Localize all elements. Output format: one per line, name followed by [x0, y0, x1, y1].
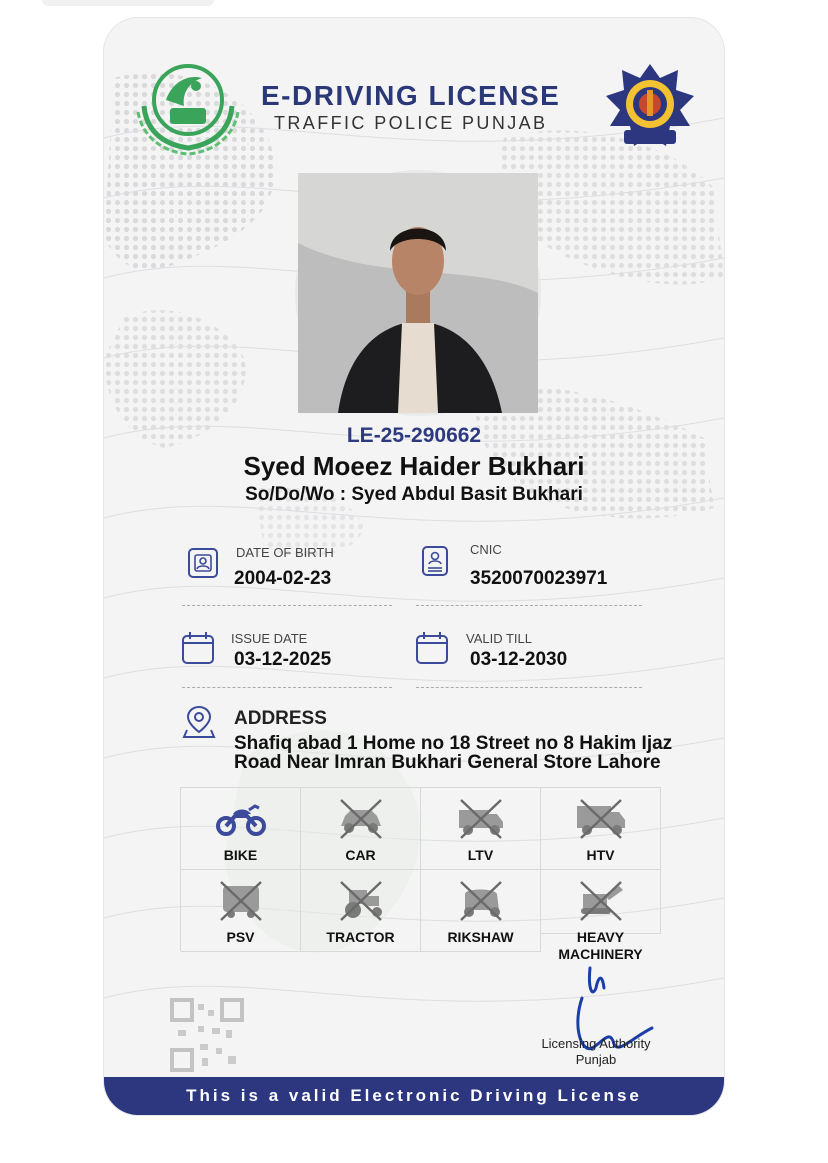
divider — [182, 605, 392, 606]
license-number: LE-25-290662 — [346, 424, 482, 447]
rickshaw-icon — [455, 880, 507, 922]
vehicle-cell-ltv — [421, 788, 541, 870]
valid-till-label: VALID TILL — [466, 631, 532, 646]
vehicle-label: HEAVY MACHINERY — [558, 929, 643, 962]
holder-photo — [295, 170, 541, 416]
vehicle-cell-heavy-machinery — [541, 870, 661, 962]
relation-line: So/Do/Wo : Syed Abdul Basit Bukhari — [245, 484, 583, 505]
vehicle-category-grid — [180, 787, 661, 962]
machinery-icon — [575, 880, 627, 922]
vehicle-label: CAR — [345, 847, 376, 863]
cnic-card-icon — [418, 544, 452, 578]
vehicle-label: RIKSHAW — [447, 929, 514, 945]
car-icon — [335, 798, 387, 840]
location-pin-icon — [182, 704, 216, 740]
qr-code — [172, 1000, 242, 1070]
vehicle-label: HTV — [586, 847, 615, 863]
license-card — [104, 18, 724, 1115]
portrait-image — [298, 173, 538, 413]
license-subtitle: TRAFFIC POLICE PUNJAB — [274, 113, 548, 133]
vehicle-label: TRACTOR — [326, 929, 395, 945]
valid-till-value: 03-12-2030 — [470, 649, 568, 670]
vehicle-cell-tractor — [301, 870, 421, 952]
dob-value: 2004-02-23 — [234, 568, 332, 589]
divider — [416, 687, 642, 688]
punjab-emblem-icon — [132, 60, 244, 156]
bus-icon — [215, 880, 267, 922]
motorcycle-icon — [215, 798, 267, 840]
issue-date-label: ISSUE DATE — [231, 631, 308, 646]
cnic-label: CNIC — [470, 542, 502, 557]
browser-tab-edge — [42, 0, 214, 6]
vehicle-cell-htv — [541, 788, 661, 870]
divider — [416, 605, 642, 606]
truck-icon — [575, 798, 627, 840]
card-header — [104, 18, 724, 168]
authority-line1: Licensing Authority — [541, 1036, 651, 1051]
divider — [182, 687, 392, 688]
traffic-police-badge-icon — [604, 60, 696, 156]
licensing-authority — [506, 1036, 686, 1068]
id-card-icon — [186, 546, 220, 580]
vehicle-cell-rikshaw — [421, 870, 541, 952]
holder-name: Syed Moeez Haider Bukhari — [243, 451, 585, 481]
address-label: ADDRESS — [234, 708, 327, 729]
address-value: Shafiq abad 1 Home no 18 Street no 8 Hakim Ijaz Road Near Imran Bukhari General Store Lahore — [234, 733, 673, 773]
vehicle-cell-bike — [181, 788, 301, 870]
calendar-icon — [180, 630, 216, 666]
vehicle-label: BIKE — [223, 847, 258, 863]
issue-date-value: 03-12-2025 — [234, 649, 332, 670]
calendar-icon — [414, 630, 450, 666]
tractor-icon — [335, 880, 387, 922]
validity-footer: This is a valid Electronic Driving License — [104, 1077, 724, 1115]
authority-line2: Punjab — [575, 1052, 617, 1067]
ltv-icon — [455, 798, 507, 840]
vehicle-label: LTV — [467, 847, 494, 863]
vehicle-cell-car — [301, 788, 421, 870]
cnic-value: 3520070023971 — [470, 568, 608, 589]
vehicle-cell-psv — [181, 870, 301, 952]
dob-label: DATE OF BIRTH — [236, 545, 334, 560]
license-title: E-DRIVING LICENSE — [261, 80, 561, 111]
vehicle-label: PSV — [226, 929, 255, 945]
